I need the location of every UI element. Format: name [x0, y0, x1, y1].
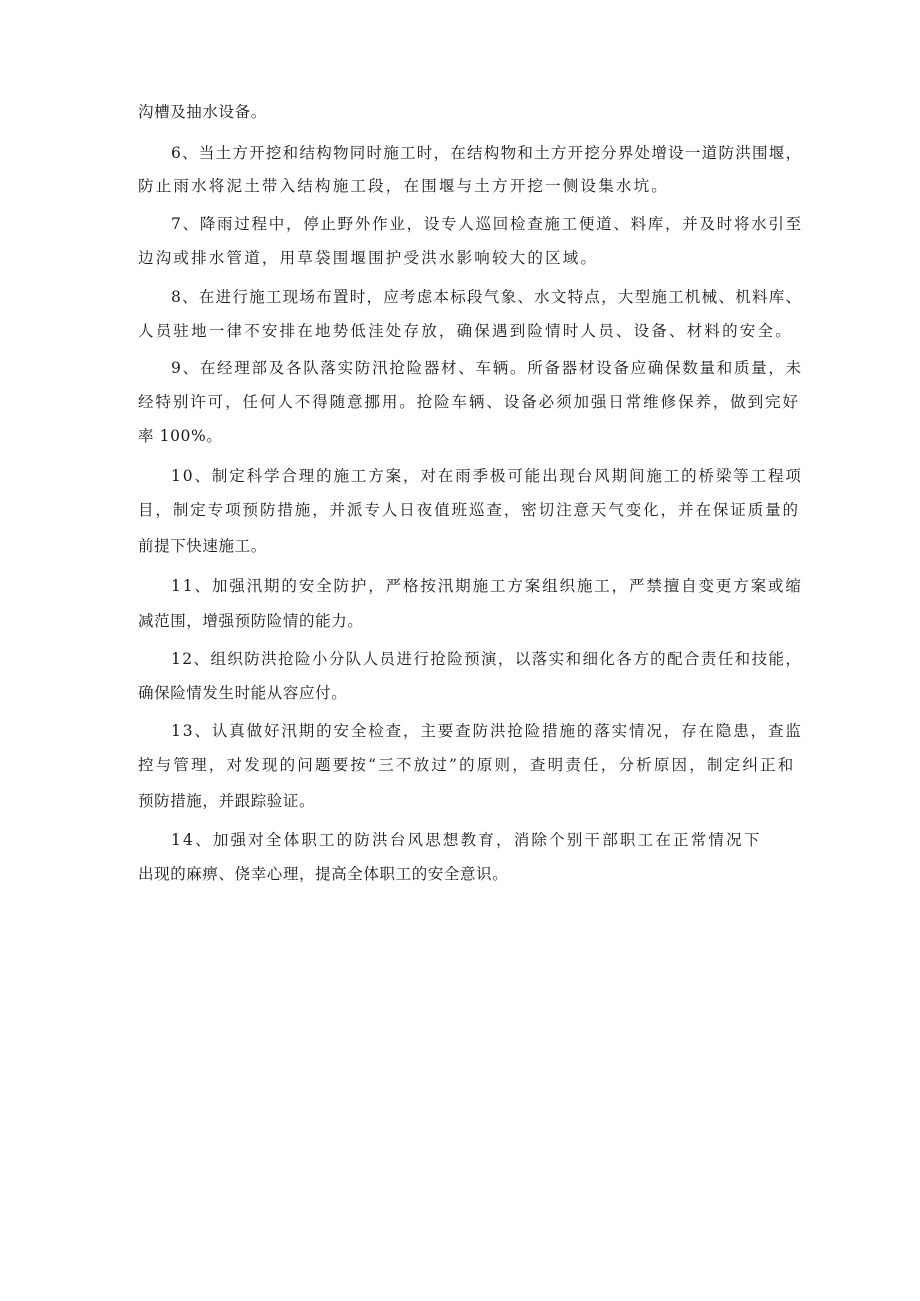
item-12-line-2: 确保险情发生时能从容应付。: [138, 684, 348, 702]
item-10-line-3: 前提下快速施工。: [138, 537, 267, 555]
item-13-line-1: 13、认真做好汛期的安全检查，主要查防洪抢险措施的落实情况，存在隐患，查监: [171, 722, 803, 740]
item-10-line-1: 10、制定科学合理的施工方案，对在雨季极可能出现台风期间施工的桥梁等工程项: [171, 467, 803, 485]
item-9-line-3: 率 100%。: [138, 427, 223, 445]
item-9-line-1: 9、在经理部及各队落实防汛抢险器材、车辆。所备器材设备应确保数量和质量，未: [171, 359, 803, 377]
item-14-line-2: 出现的麻痹、侥幸心理，提高全体职工的安全意识。: [138, 865, 509, 883]
item-12-line-1: 12、组织防洪抢险小分队人员进行抢险预演，以落实和细化各方的配合责任和技能，: [171, 650, 803, 668]
item-7-line-1: 7、降雨过程中，停止野外作业，设专人巡回检查施工便道、料库，并及时将水引至: [171, 215, 803, 233]
item-13-line-3: 预防措施，并跟踪验证。: [138, 792, 316, 810]
item-11-line-1: 11、加强汛期的安全防护，严格按汛期施工方案组织施工，严禁擅自变更方案或缩: [171, 577, 803, 595]
item-7-line-2: 边沟或排水管道，用草袋围堰围护受洪水影响较大的区域。: [138, 249, 599, 267]
item-6-line-1: 6、当土方开挖和结构物同时施工时，在结构物和土方开挖分界处增设一道防洪围堰，: [171, 144, 803, 162]
item-8-line-1: 8、在进行施工现场布置时，应考虑本标段气象、水文特点，大型施工机械、机料库、: [171, 288, 803, 306]
item-11-line-2: 减范围，增强预防险情的能力。: [138, 612, 364, 630]
item-8-line-2: 人员驻地一律不安排在地势低洼处存放，确保遇到险情时人员、设备、材料的安全。: [138, 322, 793, 340]
text-line: 沟槽及抽水设备。: [138, 103, 267, 121]
item-9-line-2: 经特别许可，任何人不得随意挪用。抢险车辆、设备必须加强日常维修保养，做到完好: [138, 393, 800, 411]
item-14-line-1: 14、加强对全体职工的防洪台风思想教育，消除个别干部职工在正常情况下: [171, 831, 762, 849]
item-13-line-2: 控与管理，对发现的问题要按“三不放过”的原则，查明责任，分析原因，制定纠正和: [138, 756, 796, 774]
item-6-line-2: 防止雨水将泥土带入结构施工段，在围堰与土方开挖一侧设集水坑。: [138, 177, 670, 195]
item-10-line-2: 目，制定专项预防措施，并派专人日夜值班巡查，密切注意天气变化，并在保证质量的: [138, 501, 800, 519]
